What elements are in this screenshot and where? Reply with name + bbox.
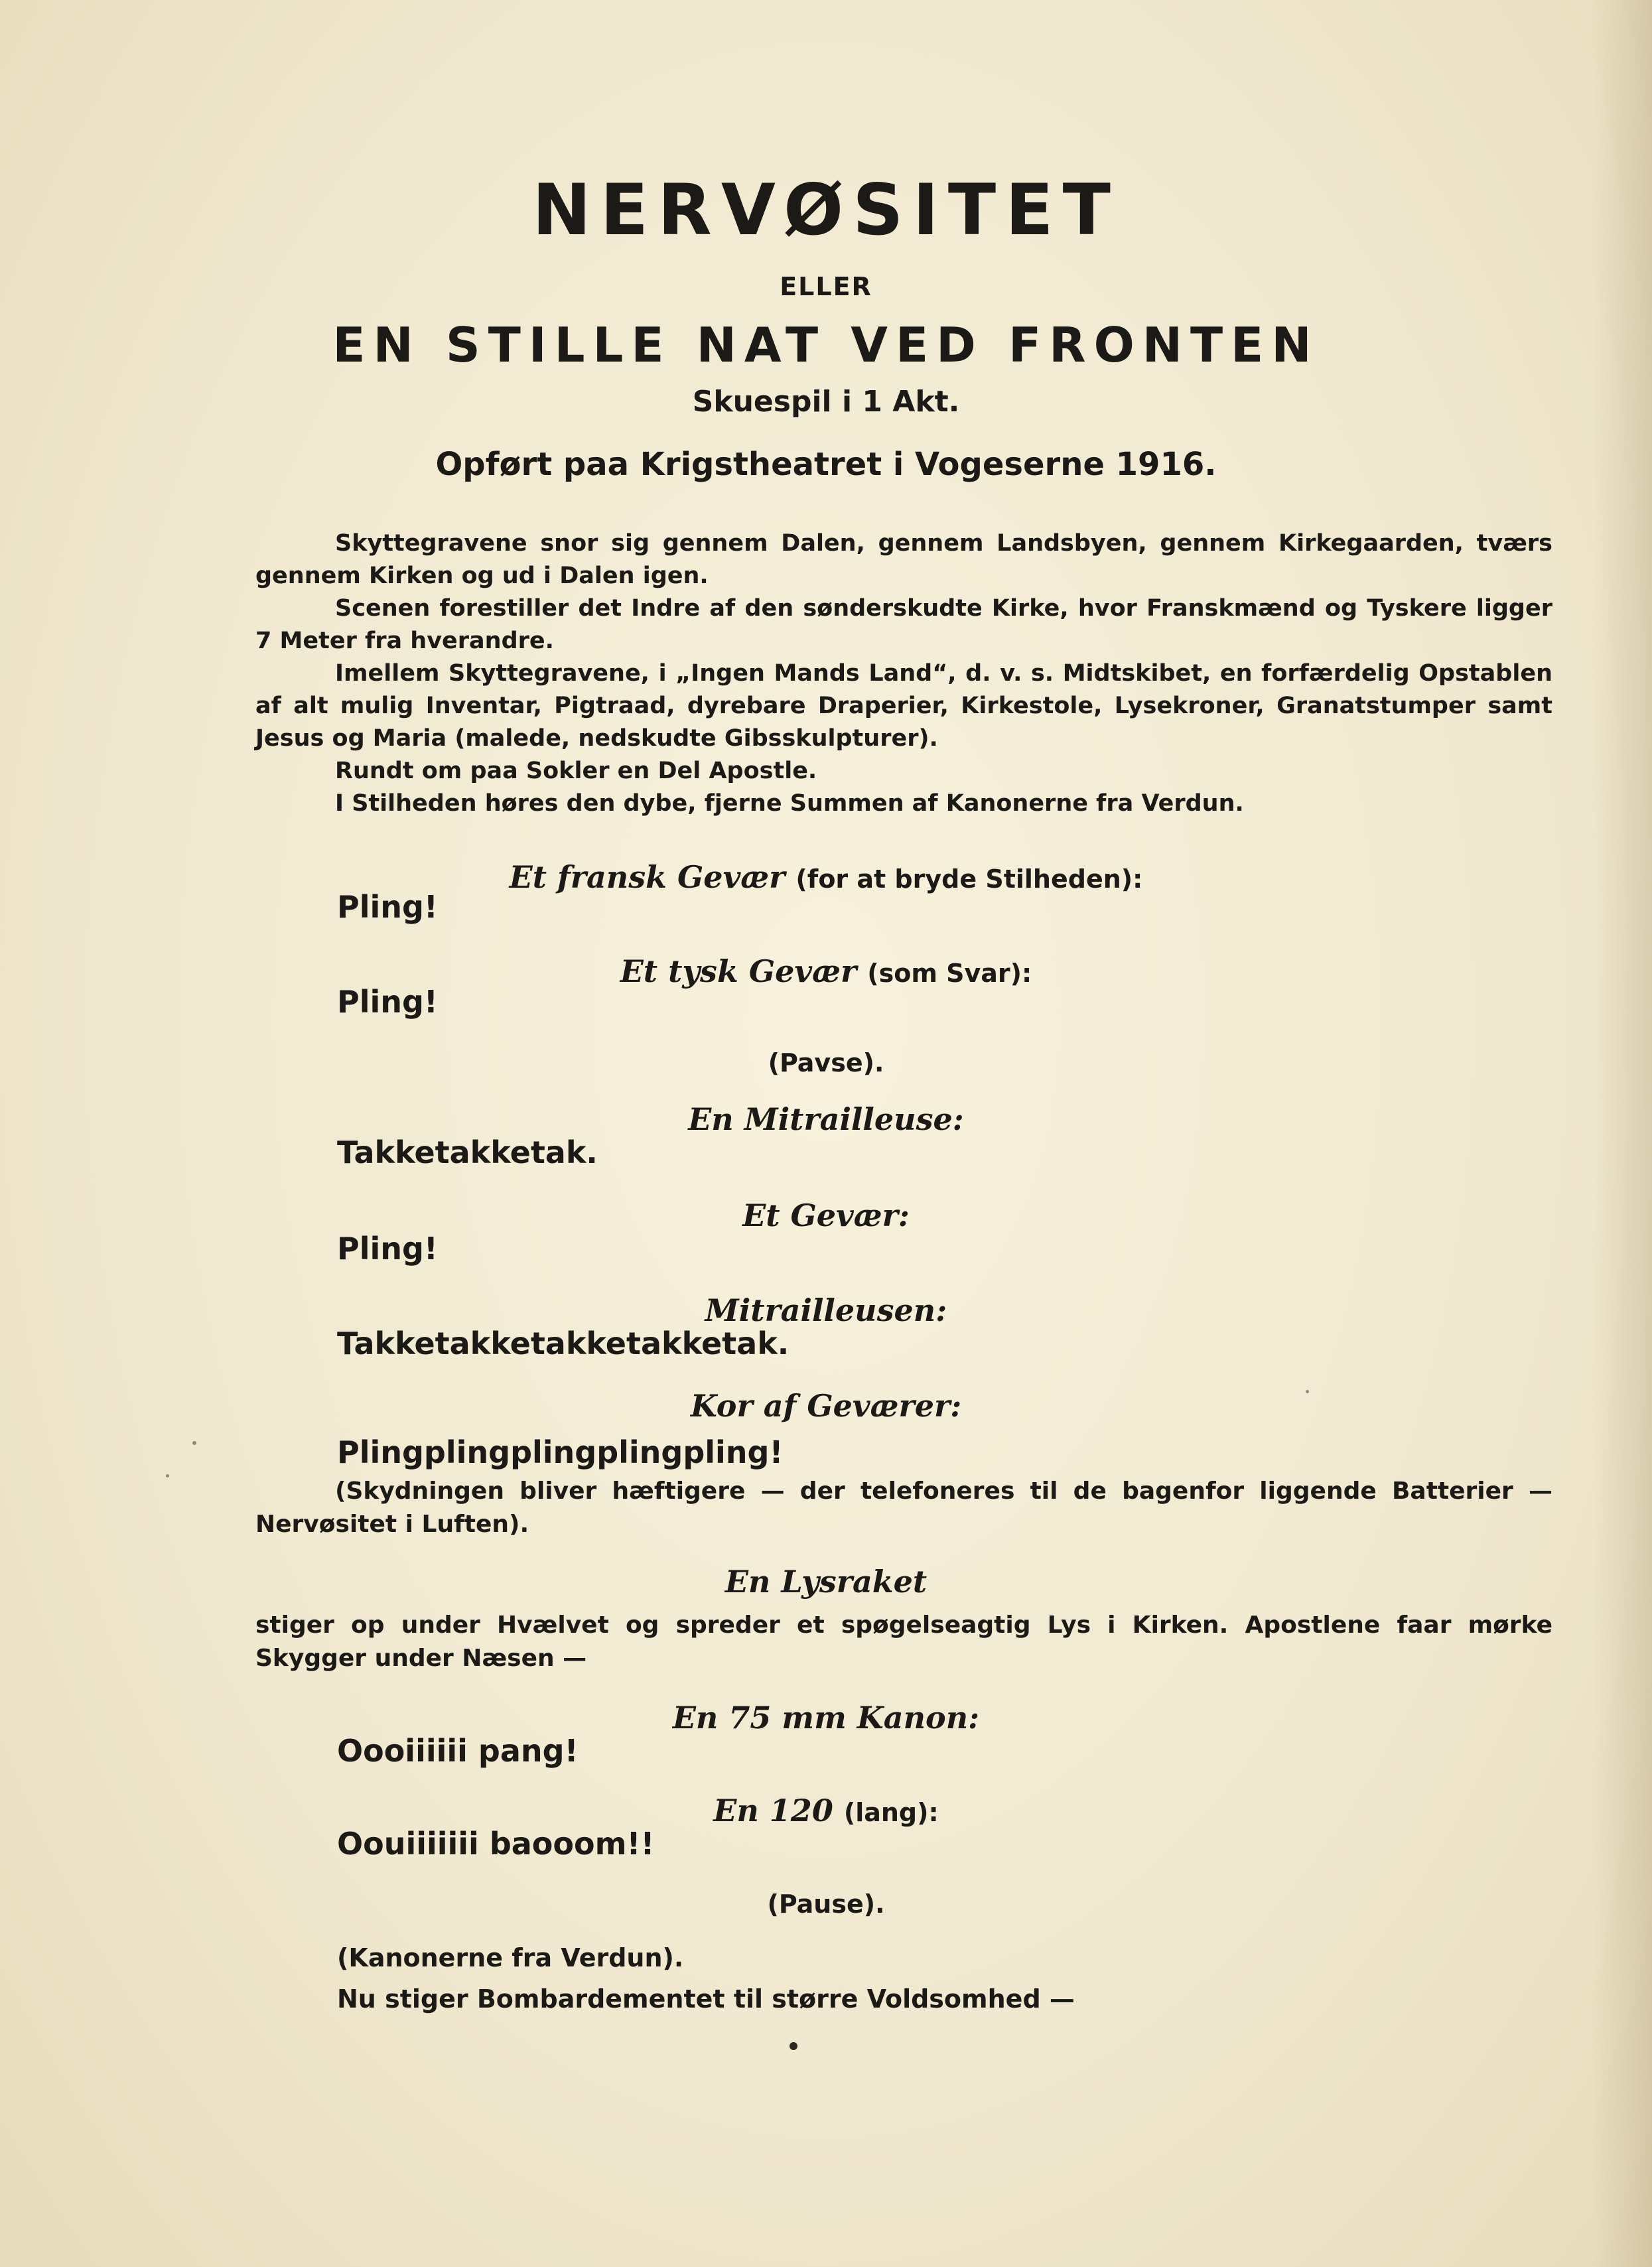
title-or: ELLER [780,272,872,301]
speaker-rifle [0,1198,1652,1233]
dialogue-line: Pling! [337,889,438,925]
closing-line: (Kanonerne fra Verdun). [337,1943,684,1972]
dialogue-line: Oouiiiiiii baooom!! [337,1826,655,1862]
speaker-machine-gun [0,1101,1652,1137]
dialogue-line: Pling! [337,984,438,1020]
performance-note: Opført paa Krigstheatret i Vogeserne 1916. [435,446,1217,483]
pause-direction: (Pavse). [768,1048,884,1077]
dialogue-line: Plingplingplingplingpling! [337,1434,784,1470]
speaker-name: Et Gevær: [742,1198,910,1233]
pause-direction: (Pause). [767,1889,885,1919]
stage-direction: Rundt om paa Sokler en Del Apostle. [335,758,817,784]
paper-speck [166,1474,169,1477]
closing-line: Nu stiger Bombardementet til større Voldsomhed — [337,1984,1075,2014]
play-title: NERVØSITET [532,169,1120,251]
dialogue-line: Pling! [337,1231,438,1267]
speaker-machine-gun-2 [0,1292,1652,1328]
speaker-note: (for at bryde Stilheden): [795,864,1143,894]
dialogue-line: Takketakketakketakketak. [337,1326,790,1361]
dialogue-line: Takketakketak. [337,1134,598,1170]
speaker-rifle-chorus [0,1388,1652,1424]
speaker-name: En 120 [713,1793,833,1828]
speaker-name: Et fransk Gevær [509,859,786,895]
stage-direction: Skyttegravene snor sig gennem Dalen, gennem Landsbyen, gennem Kirkegaarden, tværs gennem Kirken og ud i Dalen igen. [255,530,1552,589]
flare-description: stiger op under Hvælvet og spreder et spøgelseagtig Lys i Kirken. Apostlene faar mørke Skygger under Næsen — [255,1612,1552,1672]
dialogue-line: Oooiiiiii pang! [337,1733,579,1769]
speaker-name: Mitrailleusen: [705,1292,947,1328]
direction-text: (Skydningen bliver hæftigere — der telefoneres til de bagenfor liggende Batterier — Nervøsitet i Luften). [255,1477,1552,1538]
page-mark [790,2042,797,2050]
stage-directions [255,527,1552,820]
speaker-name: En Mitrailleuse: [688,1101,964,1137]
speaker-note: (lang): [843,1798,939,1827]
speaker-75mm-cannon [0,1700,1652,1736]
speaker-name: En Lysraket [724,1564,928,1600]
stage-direction-chorus [255,1475,1552,1541]
paper-speck [192,1441,196,1445]
stage-direction: Imellem Skyttegravene, i „Ingen Mands Land“, d. v. s. Midtskibet, en forfærdelig Opstablen af alt mulig Inventar, Pigtraad, dyrebare Draperier, Kirkestole, Lysekroner, Granatstumper samt Jesus og Maria (malede, nedskudte Gibsskulpturer). [255,660,1552,752]
closing-directions [337,1937,1075,2020]
stage-direction: Scenen forestiller det Indre af den sønderskudte Kirke, hvor Franskmænd og Tyskere ligger 7 Meter fra hverandre. [255,595,1552,654]
speaker-flare [0,1564,1652,1600]
speaker-name: En 75 mm Kanon: [672,1700,980,1736]
speaker-french-rifle [0,859,1652,895]
speaker-name: Et tysk Gevær [620,953,857,989]
speaker-note: (som Svar): [867,959,1032,988]
paper-speck [1306,1390,1309,1393]
stage-direction: I Stilheden høres den dybe, fjerne Summen af Kanonerne fra Verdun. [335,790,1244,817]
play-genre: Skuespil i 1 Akt. [692,385,960,419]
speaker-120-cannon [0,1793,1652,1828]
play-subtitle: EN STILLE NAT VED FRONTEN [332,317,1320,373]
speaker-german-rifle [0,953,1652,989]
speaker-name: Kor af Geværer: [690,1388,962,1424]
